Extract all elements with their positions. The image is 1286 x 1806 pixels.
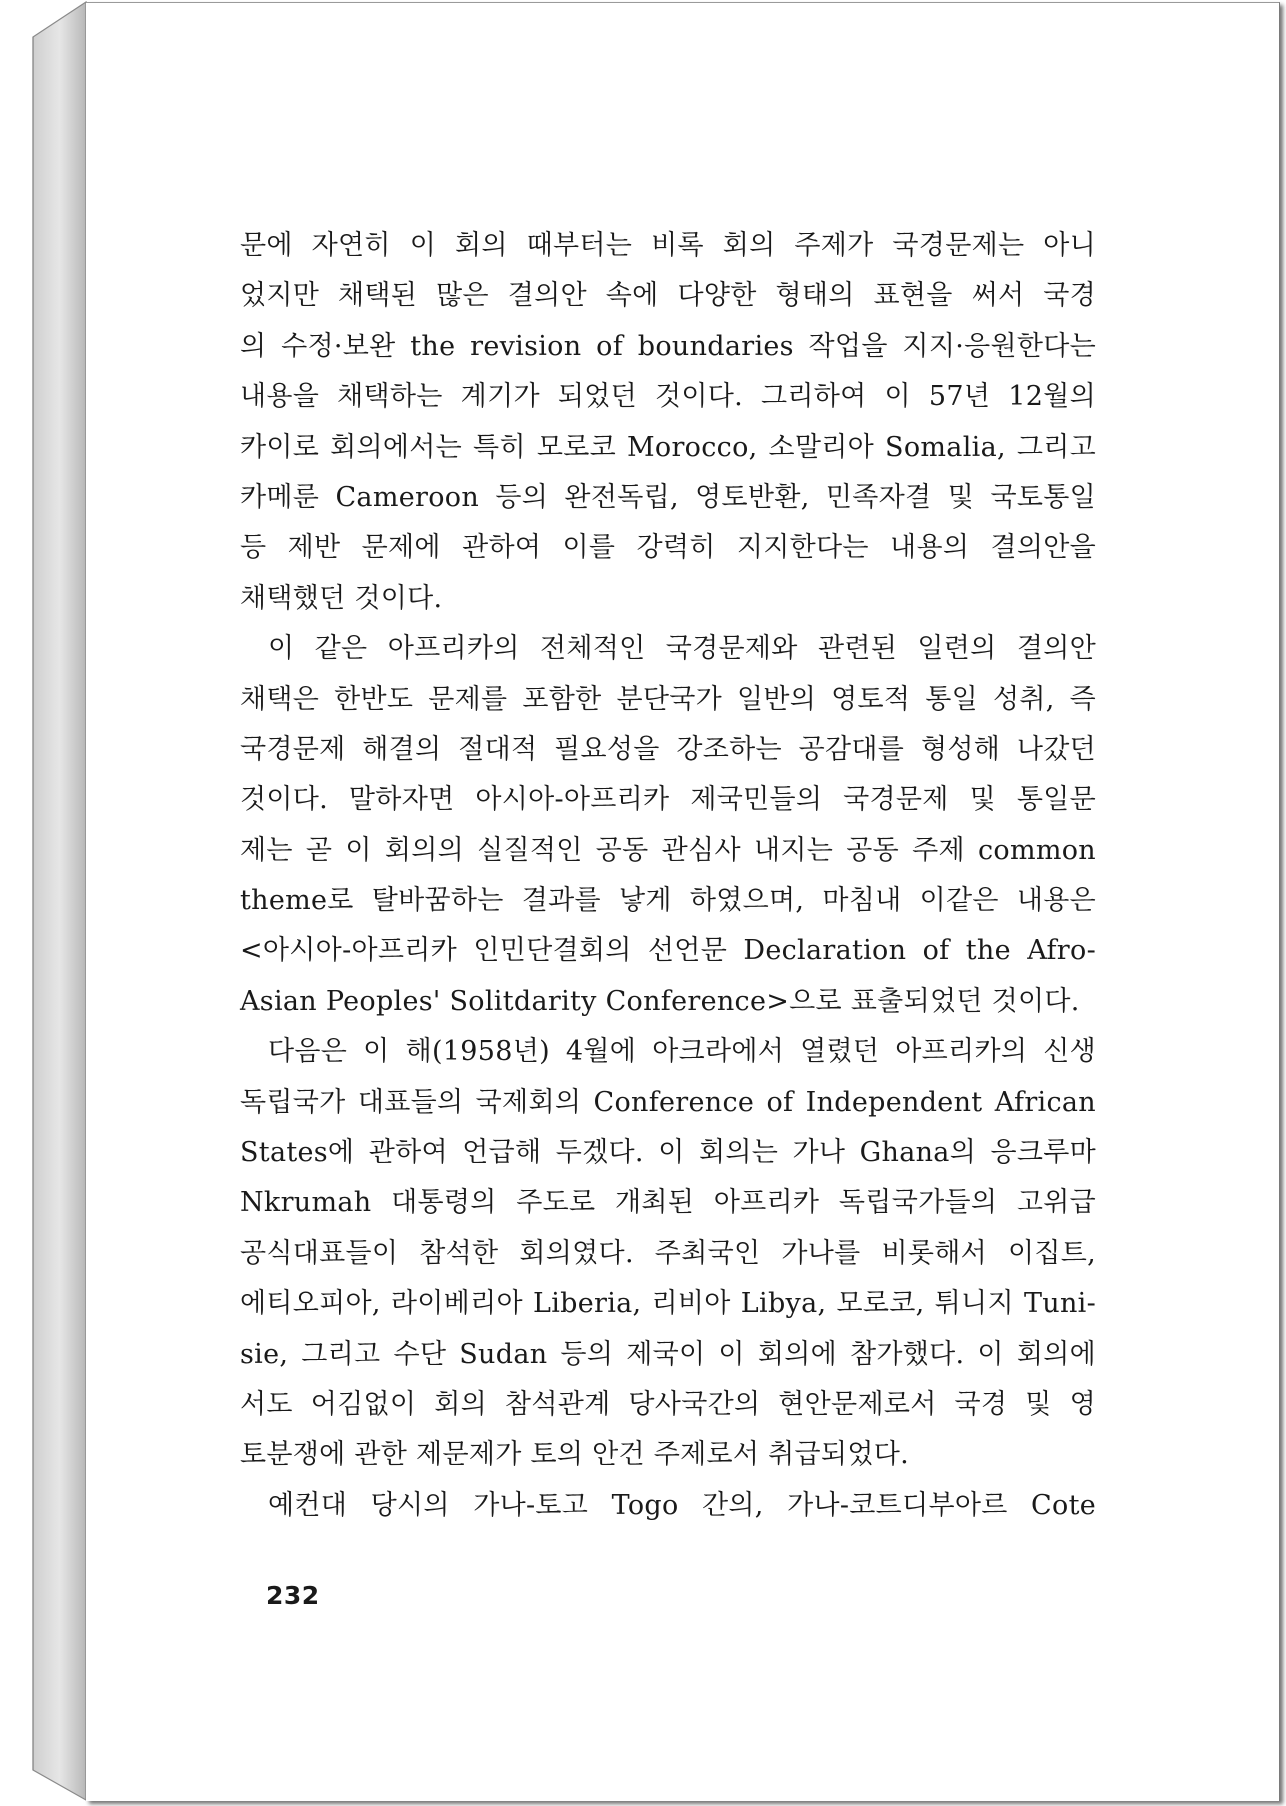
text-line: States에 관하여 언급해 두겠다. 이 회의는 가나 Ghana의 응크루마: [240, 1137, 1096, 1169]
text-line: Nkrumah 대통령의 주도로 개최된 아프리카 독립국가들의 고위급: [240, 1187, 1096, 1219]
text-line: 카이로 회의에서는 특히 모로코 Morocco, 소말리아 Somalia, 그리고: [240, 431, 1096, 463]
text-line: 국경문제 해결의 절대적 필요성을 강조하는 공감대를 형성해 나갔던: [240, 733, 1096, 765]
text-line: sie, 그리고 수단 Sudan 등의 제국이 이 회의에 참가했다. 이 회의에: [240, 1338, 1096, 1370]
text-line: 예컨대 당시의 가나-토고 Togo 간의, 가나-코트디부아르 Cote: [268, 1489, 1096, 1521]
text-line: 서도 어김없이 회의 참석관계 당사국간의 현안문제로서 국경 및 영: [240, 1388, 1096, 1420]
text-line: 카메룬 Cameroon 등의 완전독립, 영토반환, 민족자결 및 국토통일: [240, 481, 1096, 513]
text-line: 것이다. 말하자면 아시아-아프리카 제국민들의 국경문제 및 통일문: [240, 784, 1096, 816]
text-line: 제는 곧 이 회의의 실질적인 공동 관심사 내지는 공동 주제 common: [240, 834, 1096, 866]
text-line: 채택했던 것이다.: [240, 582, 443, 614]
text-line: theme로 탈바꿈하는 결과를 낳게 하였으며, 마침내 이같은 내용은: [240, 885, 1096, 917]
text-line: 내용을 채택하는 계기가 되었던 것이다. 그리하여 이 57년 12월의: [240, 381, 1096, 413]
text-line: 채택은 한반도 문제를 포함한 분단국가 일반의 영토적 통일 성취, 즉: [240, 683, 1096, 715]
body-text: [240, 221, 1096, 1531]
text-line: 독립국가 대표들의 국제회의 Conference of Independent African: [240, 1086, 1096, 1118]
text-line: 공식대표들이 참석한 회의였다. 주최국인 가나를 비롯해서 이집트,: [240, 1237, 1096, 1269]
text-line: 다음은 이 해(1958년) 4월에 아크라에서 열렸던 아프리카의 신생: [268, 1036, 1096, 1068]
text-line: 의 수정·보완 the revision of boundaries 작업을 지지·응원한다는: [240, 330, 1096, 362]
page-number: 232: [266, 1581, 320, 1610]
text-line: 었지만 채택된 많은 결의안 속에 다양한 형태의 표현을 써서 국경: [240, 280, 1096, 312]
text-line: 에티오피아, 라이베리아 Liberia, 리비아 Libya, 모로코, 튀니지 Tuni-: [240, 1288, 1096, 1320]
text-line: 문에 자연히 이 회의 때부터는 비록 회의 주제가 국경문제는 아니: [240, 230, 1096, 261]
text-line: 등 제반 문제에 관하여 이를 강력히 지지한다는 내용의 결의안을: [240, 532, 1096, 564]
text-line: Asian Peoples' Solitdarity Conference>으로 표출되었던 것이다.: [240, 985, 1080, 1017]
text-line: <아시아-아프리카 인민단결회의 선언문 Declaration of the Afro-: [240, 935, 1096, 967]
text-line: 이 같은 아프리카의 전체적인 국경문제와 관련된 일련의 결의안: [268, 633, 1096, 665]
text-line: 토분쟁에 관한 제문제가 토의 안건 주제로서 취급되었다.: [240, 1439, 909, 1471]
